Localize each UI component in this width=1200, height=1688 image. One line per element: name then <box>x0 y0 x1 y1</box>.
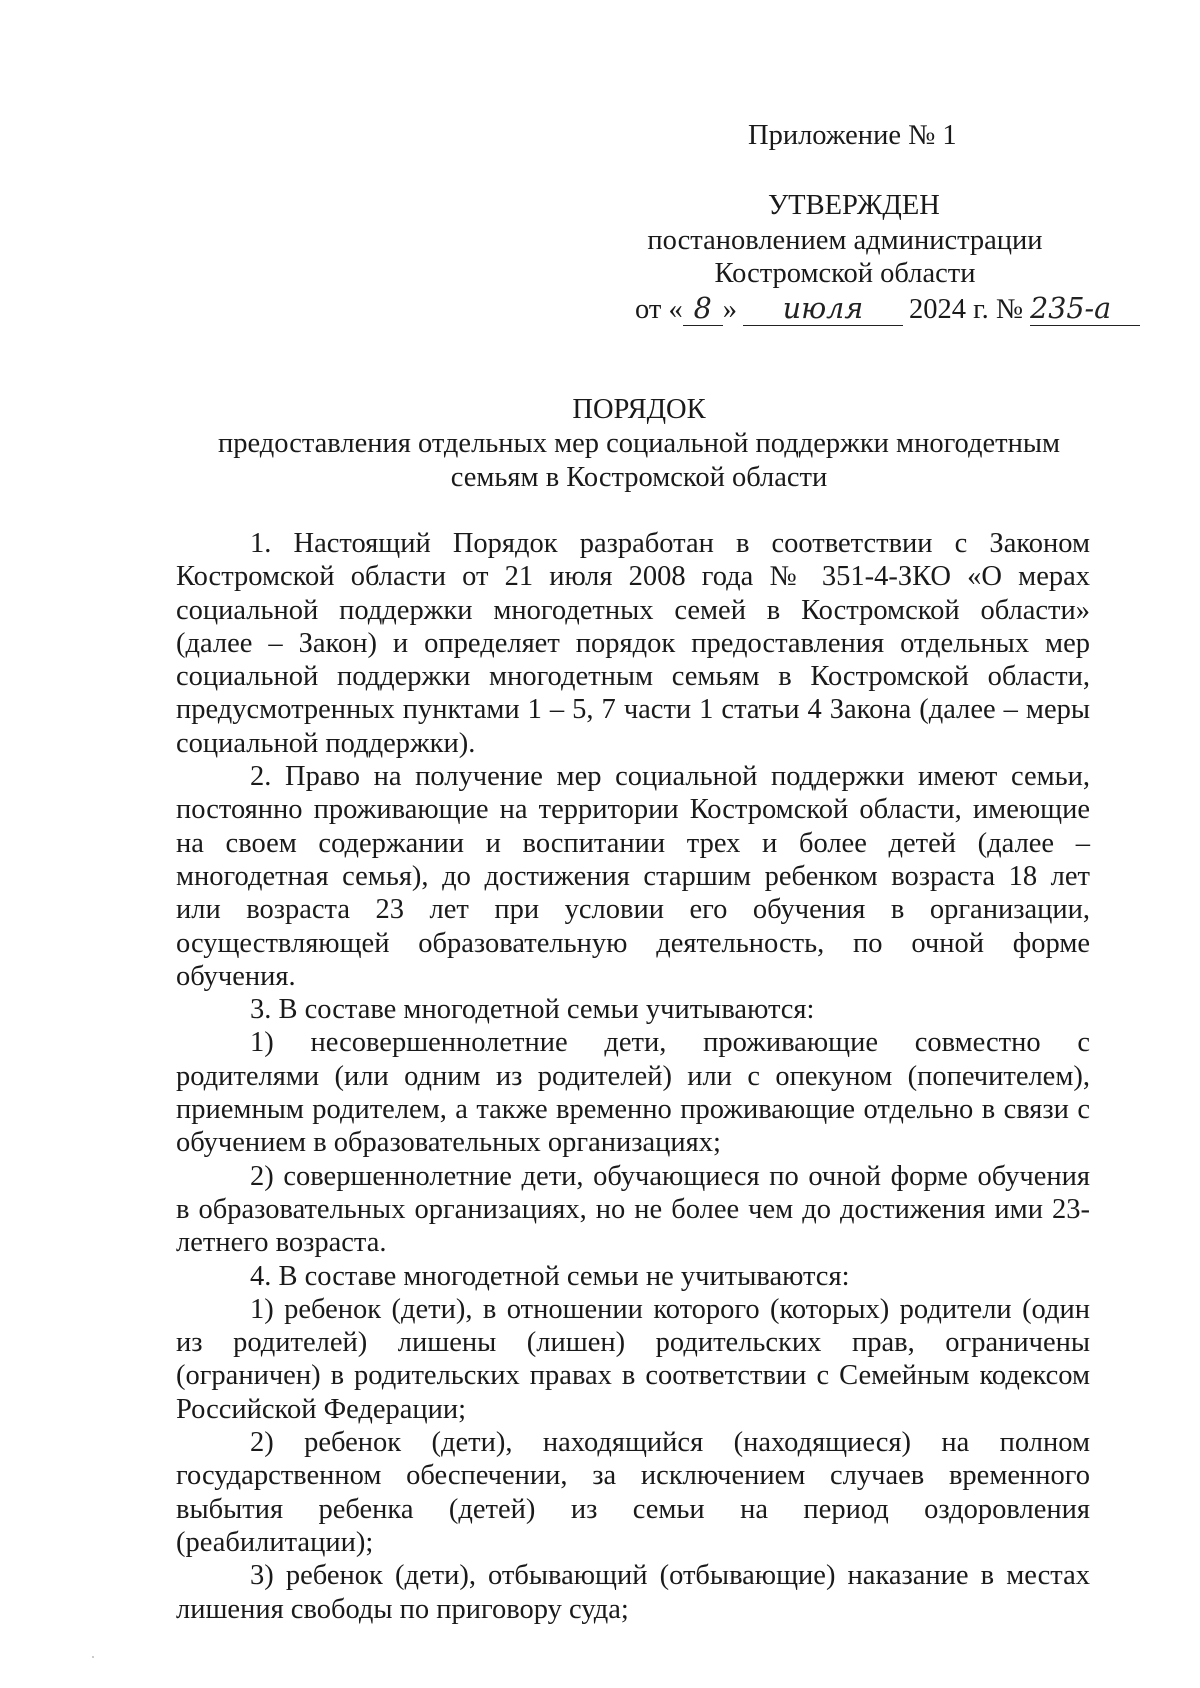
paragraph: 2. Право на получение мер социальной поддержки имеют семьи, постоянно проживающие на территории Костромской области, имеющие на своем содержании и воспитании трех и более детей (далее – многодетная семья), до достижения старшим ребенком возраста 18 лет или возраста 23 лет при условии его обучения в организации, осуществляющей образовательную деятельность, по очной форме обучения. <box>176 761 1090 992</box>
approval-date-line <box>635 292 1140 326</box>
paragraph: 4. В составе многодетной семьи не учитываются: <box>250 1260 850 1292</box>
paragraph: 1) несовершеннолетние дети, проживающие совместно с родителями (или одним из родителей) или с опекуном (попечителем), приемным родителем, а также временно проживающие отдельно в связи с обучением в образовательных организациях; <box>176 1027 1090 1159</box>
paragraph: 3) ребенок (дети), отбывающий (отбывающие) наказание в местах лишения свободы по приговору суда; <box>176 1560 1090 1625</box>
paragraph: 1) ребенок (дети), в отношении которого (которых) родители (один из родителей) лишены (лишен) родительских прав, ограничены (ограничен) в родительских правах в соответствии с Семейным кодексом Российской Федерации; <box>176 1293 1090 1425</box>
appendix-label: Приложение № 1 <box>748 120 957 151</box>
approved-stamp-text: УТВЕРЖДЕН <box>768 190 940 221</box>
document-body <box>176 527 1090 1626</box>
date-close-quote: » <box>722 294 737 325</box>
document-subtitle: предоставления отдельных мер социальной поддержки многодетным семьям в Костромской области <box>217 428 1061 493</box>
paragraph: 2) совершеннолетние дети, обучающиеся по очной форме обучения в образовательных организациях, но не более чем до достижения ими 23-летнего возраста. <box>176 1160 1090 1259</box>
approved-by-line-2: Костромской области <box>714 258 976 289</box>
paragraph: 2) ребенок (дети), находящийся (находящиеся) на полном государственном обеспечении, за исключением случаев временного выбытия ребенка (детей) из семьи на период оздоровления (реабилитации); <box>176 1427 1090 1558</box>
document-title: ПОРЯДОК <box>572 394 706 425</box>
scan-speck <box>92 1656 94 1658</box>
date-year: 2024 г. № <box>908 294 1024 325</box>
approved-by-line-1: постановлением администрации <box>647 225 1043 256</box>
handwritten-document-number: 235-а <box>1030 292 1140 326</box>
paragraph: 1. Настоящий Порядок разработан в соответствии с Законом Костромской области от 21 июля 2008 года № 351-4-ЗКО «О мерах социальной поддержки многодетных семей в Костромской области» (далее – Закон) и определяет порядок предоставления отдельных мер социальной поддержки многодетным семьям в Костромской области, предусмотренных пунктами 1 – 5, 7 части 1 статьи 4 Закона (далее – меры социальной поддержки). <box>176 528 1090 759</box>
date-prefix: от « <box>635 294 683 325</box>
paragraph: 3. В составе многодетной семьи учитываются: <box>250 994 815 1026</box>
handwritten-month: июля <box>743 292 903 326</box>
handwritten-day: 8 <box>683 292 723 326</box>
